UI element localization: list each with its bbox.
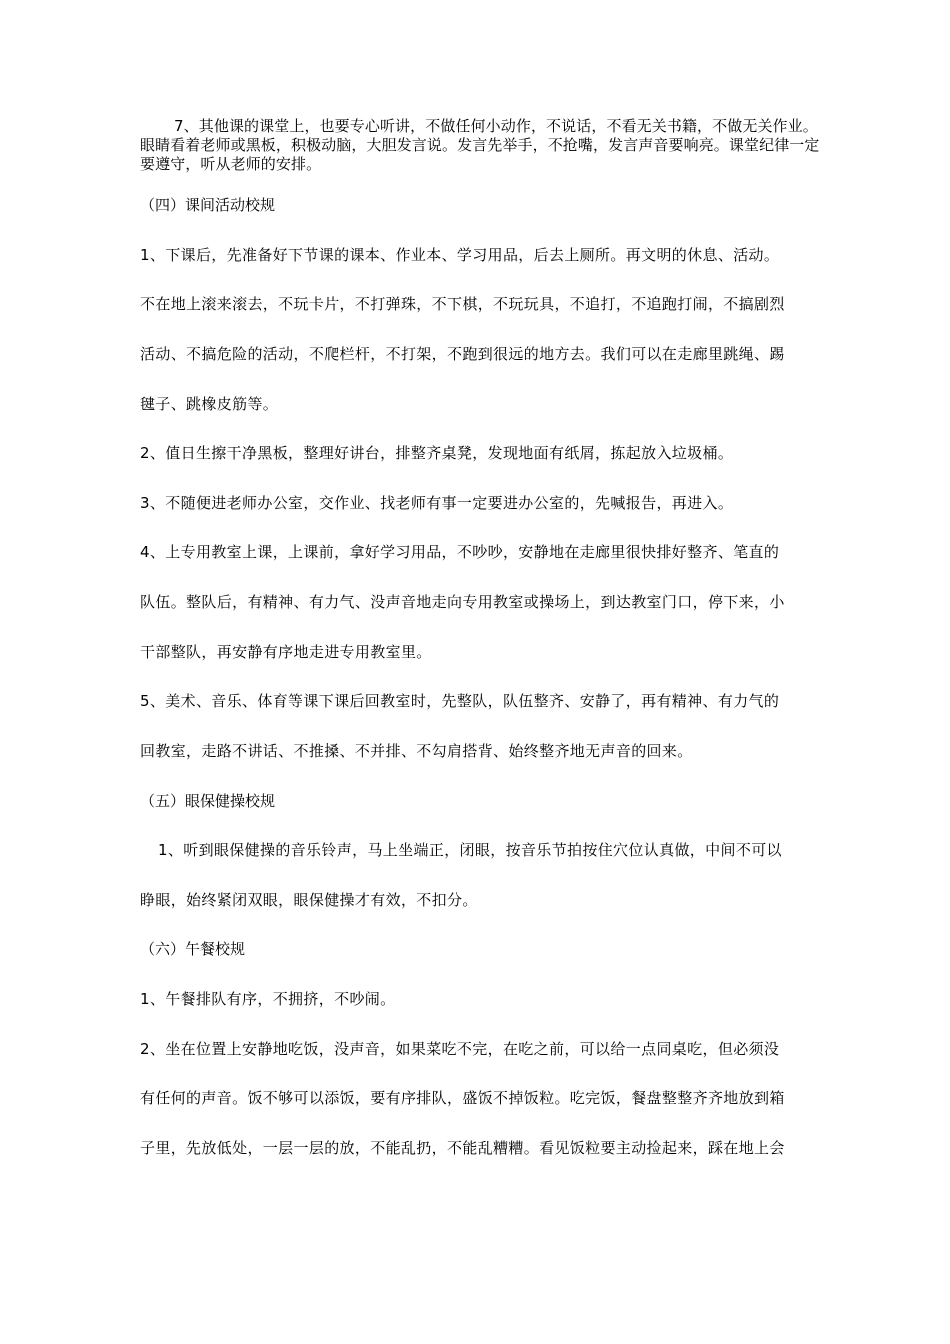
section-heading-eye-exercise: （五）眼保健操校规 — [140, 792, 276, 810]
section-heading-recess: （四）课间活动校规 — [140, 196, 276, 214]
lunch-rule-line: 有任何的声音。饭不够可以添饭，要有序排队，盛饭不掉饭粒。吃完饭，餐盘整整齐齐地放到箱 — [140, 1089, 785, 1107]
recess-rule-line: 1、下课后，先准备好下节课的课本、作业本、学习用品，后去上厕所。再文明的休息、活动。 — [140, 246, 780, 264]
recess-rule-line: 回教室，走路不讲话、不推搡、不并排、不勾肩搭背、始终整齐地无声音的回来。 — [140, 742, 693, 760]
recess-rule-line: 3、不随便进老师办公室，交作业、找老师有事一定要进办公室的，先喊报告，再进入。 — [140, 494, 734, 512]
recess-rule-line: 5、美术、音乐、体育等课下课后回教室时，先整队，队伍整齐、安静了，再有精神、有力气的 — [140, 692, 780, 710]
section-heading-lunch: （六）午餐校规 — [140, 940, 246, 958]
lunch-rule-line: 2、坐在位置上安静地吃饭，没声音，如果菜吃不完，在吃之前，可以给一点同桌吃，但必须没 — [140, 1040, 780, 1058]
recess-rule-line: 干部整队，再安静有序地走进专用教室里。 — [140, 643, 432, 661]
intro-paragraph-text: 7、其他课的课堂上，也要专心听讲，不做任何小动作，不说话，不看无关书籍，不做无关作业。眼睛看着老师或黑板，积极动脑，大胆发言说。发言先举手，不抢嘴，发言声音要响亮。课堂纪律一定要遵守，听从老师的安排。 — [140, 117, 820, 173]
recess-rule-line: 4、上专用教室上课，上课前，拿好学习用品，不吵吵，安静地在走廊里很快排好整齐、笔直的 — [140, 543, 780, 561]
lunch-rule-line: 1、午餐排队有序，不拥挤，不吵闹。 — [140, 990, 396, 1008]
eye-exercise-rule-line: 1、听到眼保健操的音乐铃声，马上坐端正，闭眼，按音乐节拍按住穴位认真做，中间不可以 — [158, 841, 782, 859]
recess-rule-line: 2、值日生擦干净黑板，整理好讲台，排整齐桌凳，发现地面有纸屑，拣起放入垃圾桶。 — [140, 444, 734, 462]
eye-exercise-rule-line: 睁眼，始终紧闭双眼，眼保健操才有效，不扣分。 — [140, 891, 478, 909]
recess-rule-line: 不在地上滚来滚去，不玩卡片，不打弹珠，不下棋，不玩玩具，不追打，不追跑打闹，不搞剧烈 — [140, 295, 785, 313]
recess-rule-line: 毽子、跳橡皮筋等。 — [140, 395, 279, 413]
lunch-rule-line: 子里，先放低处，一层一层的放，不能乱扔，不能乱糟糟。看见饭粒要主动捡起来，踩在地上会 — [140, 1139, 785, 1157]
recess-rule-line: 活动、不搞危险的活动，不爬栏杆，不打架，不跑到很远的地方去。我们可以在走廊里跳绳、踢 — [140, 345, 785, 363]
intro-paragraph — [140, 117, 830, 174]
recess-rule-line: 队伍。整队后，有精神、有力气、没声音地走向专用教室或操场上，到达教室门口，停下来，小 — [140, 593, 785, 611]
